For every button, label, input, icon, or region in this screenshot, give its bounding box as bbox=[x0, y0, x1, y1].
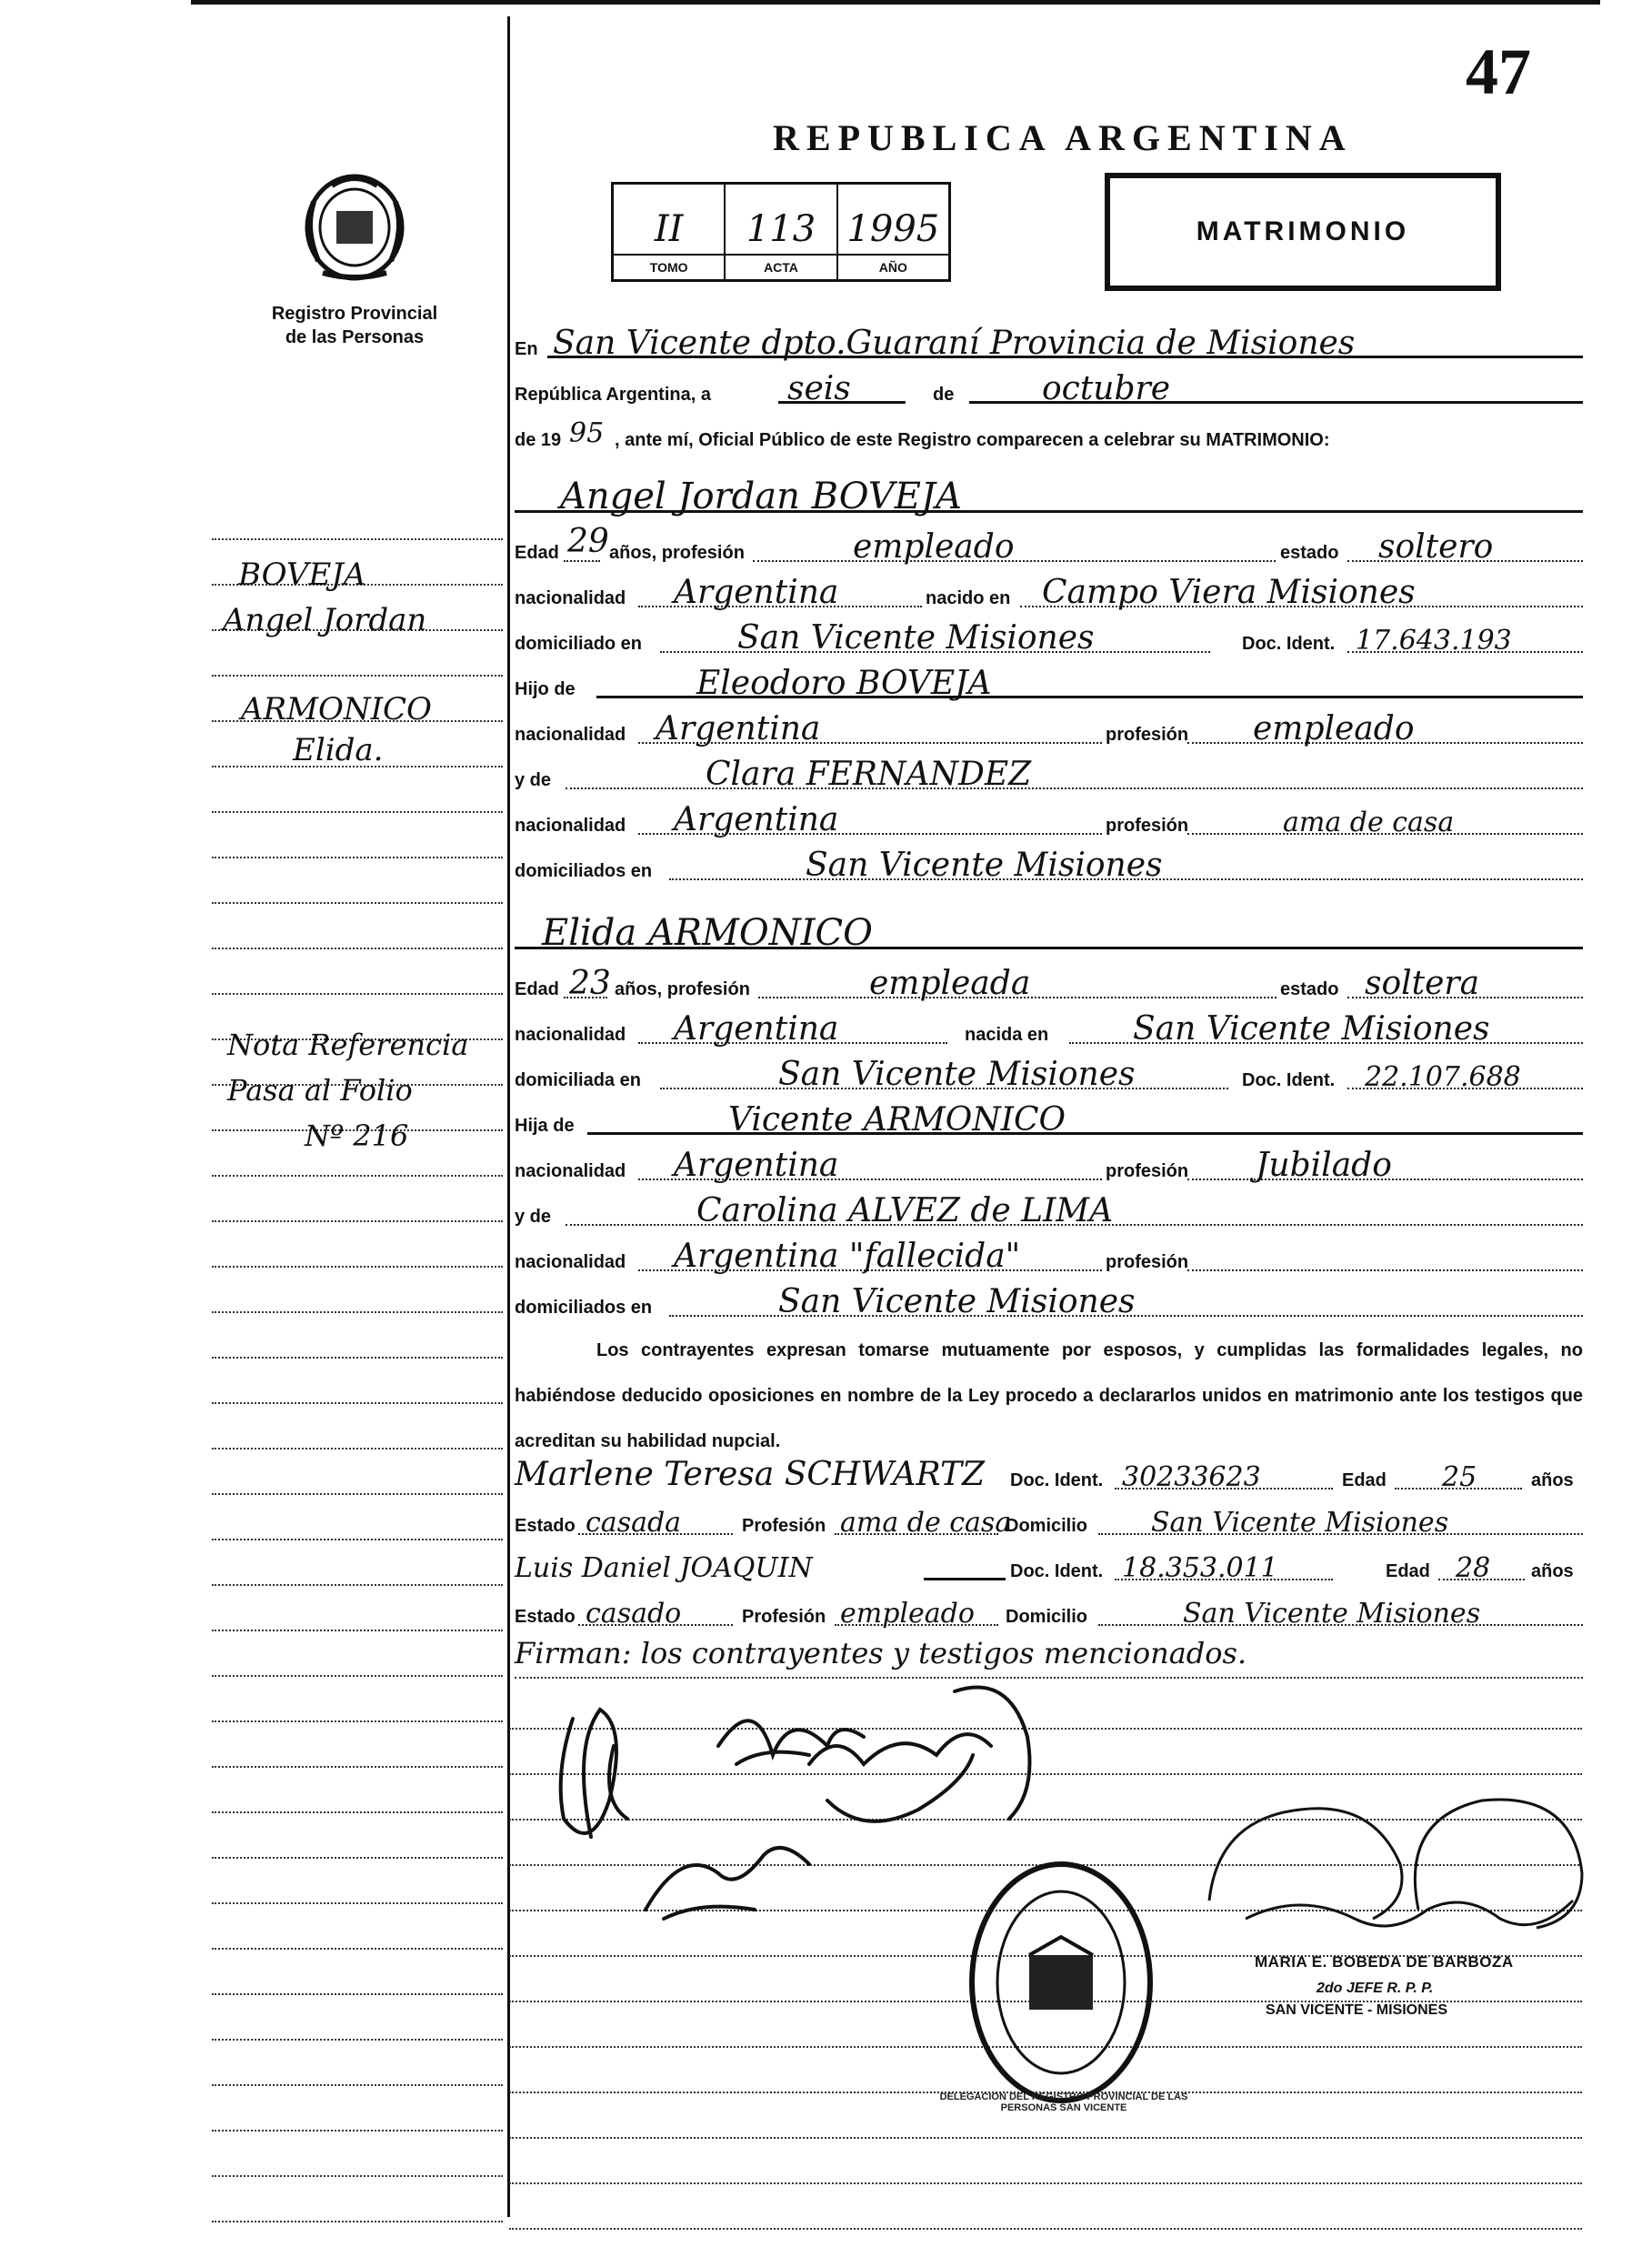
officer-signature-drawing bbox=[1191, 1782, 1591, 1955]
groom-profesion: empleado bbox=[853, 528, 1015, 566]
row-bride-name bbox=[515, 900, 1583, 955]
witness1-edad: 25 bbox=[1442, 1461, 1477, 1493]
ano-label: AÑO bbox=[878, 260, 907, 275]
witness1-estado-label: Estado bbox=[515, 1516, 576, 1536]
bride-estado-label: estado bbox=[1280, 979, 1339, 999]
day-value: seis bbox=[787, 370, 851, 407]
row-place bbox=[515, 316, 1583, 364]
groom-madre-prof-label: profesión bbox=[1106, 816, 1189, 836]
row-witness1-a bbox=[515, 1448, 1583, 1495]
witness1-edad-label: Edad bbox=[1342, 1470, 1387, 1490]
groom-padre-prof-label: profesión bbox=[1106, 725, 1189, 745]
row-year bbox=[515, 407, 1583, 455]
bride-padre-nacionalidad: Argentina bbox=[674, 1147, 839, 1184]
groom-y-de-label: y de bbox=[515, 770, 552, 790]
sig-line bbox=[509, 2228, 1582, 2230]
tomo-cell bbox=[614, 185, 726, 279]
witness2-edad: 28 bbox=[1456, 1552, 1491, 1584]
declaration: Los contrayentes expresan tomarse mutuamente por esposos, y cumplidas las formalidades legales, no habiéndose deducido oposiciones en nombre de la Ley procedo a declararlos unidos en matrimonio ante los testigos que acreditan su habilidad nupcial. bbox=[515, 1340, 1583, 1451]
misiones-coat-of-arms-icon bbox=[295, 166, 414, 284]
registry-seal-icon bbox=[966, 1855, 1156, 2110]
margin-note-line-2: Pasa al Folio bbox=[227, 1073, 413, 1108]
row-groom-domicilio bbox=[515, 611, 1583, 658]
witness1-name: Marlene Teresa SCHWARTZ bbox=[515, 1456, 986, 1493]
margin-line bbox=[212, 1993, 503, 1995]
margin-line bbox=[212, 1311, 503, 1313]
groom-madre-profesion: ama de casa bbox=[1283, 807, 1455, 838]
margin-line bbox=[212, 675, 503, 677]
witness2-name: Luis Daniel JOAQUIN bbox=[515, 1552, 813, 1584]
bride-madre-nacionalidad: Argentina "fallecida" bbox=[674, 1238, 1021, 1275]
hija-label: Hija de bbox=[515, 1116, 575, 1136]
witness2-edad-label: Edad bbox=[1386, 1561, 1430, 1581]
margin-line bbox=[212, 2130, 503, 2132]
acta-cell bbox=[726, 185, 837, 279]
groom-estado: soltero bbox=[1378, 528, 1494, 566]
witness1-anos-label: años bbox=[1531, 1470, 1574, 1490]
groom-nacionalidad-label: nacionalidad bbox=[515, 588, 626, 608]
bride-name: Elida ARMONICO bbox=[542, 912, 873, 954]
row-bride-madre-nac bbox=[515, 1229, 1583, 1277]
row-groom-padres-dom bbox=[515, 838, 1583, 886]
row-witness2-a bbox=[515, 1539, 1583, 1586]
margin-line bbox=[212, 1630, 503, 1631]
solid bbox=[924, 1578, 1006, 1580]
groom-doc-label: Doc. Ident. bbox=[1242, 634, 1336, 654]
tomo-label: TOMO bbox=[649, 260, 688, 275]
seal-text: DELEGACION DEL REGISTRO PROVINCIAL DE LAS PERSONAS SAN VICENTE bbox=[939, 2091, 1188, 2113]
margin-groom-given: Angel Jordan bbox=[223, 602, 427, 638]
bride-madre: Carolina ALVEZ de LIMA bbox=[696, 1192, 1114, 1229]
witness2-domicilio: San Vicente Misiones bbox=[1183, 1598, 1481, 1630]
margin-line bbox=[212, 1948, 503, 1950]
republica-label: República Argentina, a bbox=[515, 385, 711, 405]
groom-padres-dom-label: domiciliados en bbox=[515, 861, 653, 881]
year-prefix: de 19 bbox=[515, 430, 562, 450]
tomo-value: II bbox=[614, 185, 724, 256]
margin-line bbox=[212, 1402, 503, 1404]
sig-line bbox=[509, 2137, 1582, 2139]
record-type-box: MATRIMONIO bbox=[1105, 173, 1501, 291]
officer-location: SAN VICENTE - MISIONES bbox=[1266, 2002, 1448, 2018]
groom-nacido-en: Campo Viera Misiones bbox=[1042, 574, 1416, 611]
acta-value: 113 bbox=[726, 185, 836, 256]
margin-bride-surname: ARMONICO bbox=[241, 691, 432, 727]
margin-line bbox=[212, 993, 503, 995]
witness1-domicilio-label: Domicilio bbox=[1006, 1516, 1088, 1536]
bride-anos-profesion-label: años, profesión bbox=[615, 979, 750, 999]
bride-domicilio-label: domiciliada en bbox=[515, 1070, 641, 1090]
acta-label: ACTA bbox=[764, 260, 798, 275]
witness2-doc-label: Doc. Ident. bbox=[1010, 1561, 1104, 1581]
margin-line bbox=[212, 1720, 503, 1722]
registry-seal-text bbox=[927, 2091, 1200, 2113]
dots bbox=[564, 560, 600, 562]
margin-line bbox=[212, 811, 503, 813]
bride-padre: Vicente ARMONICO bbox=[728, 1101, 1066, 1139]
groom-madre: Clara FERNANDEZ bbox=[706, 756, 1032, 793]
bride-nacionalidad: Argentina bbox=[674, 1010, 839, 1048]
row-witness1-b bbox=[515, 1493, 1583, 1540]
ano-value: 1995 bbox=[838, 185, 948, 256]
intro-text: , ante mí, Oficial Público de este Registro comparecen a celebrar su MATRIMONIO: bbox=[615, 430, 1330, 450]
witness2-anos-label: años bbox=[1531, 1561, 1574, 1581]
row-groom-nacionalidad bbox=[515, 566, 1583, 613]
groom-madre-nac-label: nacionalidad bbox=[515, 816, 626, 836]
row-bride-domicilio bbox=[515, 1048, 1583, 1095]
groom-name: Angel Jordan BOVEJA bbox=[560, 476, 962, 517]
bride-domicilio: San Vicente Misiones bbox=[778, 1056, 1136, 1093]
bride-edad-label: Edad bbox=[515, 979, 559, 999]
bride-profesion: empleada bbox=[869, 965, 1031, 1002]
page-number: 47 bbox=[1466, 35, 1531, 108]
witness2-doc: 18.353.011 bbox=[1122, 1552, 1278, 1584]
bride-y-de-label: y de bbox=[515, 1207, 552, 1227]
row-witness2-b bbox=[515, 1584, 1583, 1631]
bride-padres-dom-label: domiciliados en bbox=[515, 1298, 653, 1318]
row-bride-edad bbox=[515, 957, 1583, 1004]
groom-padres-domicilio: San Vicente Misiones bbox=[806, 847, 1163, 884]
witness1-doc: 30233623 bbox=[1122, 1461, 1261, 1493]
de-label: de bbox=[933, 385, 955, 405]
margin-line bbox=[212, 1584, 503, 1586]
groom-edad-label: Edad bbox=[515, 543, 559, 563]
row-groom-padre-nac bbox=[515, 702, 1583, 749]
declaration-text bbox=[515, 1328, 1583, 1464]
margin-groom-surname: BOVEJA bbox=[238, 557, 366, 593]
groom-nacido-label: nacido en bbox=[926, 588, 1011, 608]
groom-padre-nac-label: nacionalidad bbox=[515, 725, 626, 745]
groom-anos-profesion-label: años, profesión bbox=[609, 543, 745, 563]
registry-line-2: de las Personas bbox=[285, 327, 425, 347]
groom-domicilio: San Vicente Misiones bbox=[737, 619, 1095, 657]
row-date bbox=[515, 362, 1583, 409]
margin-line bbox=[212, 902, 503, 904]
dots bbox=[1187, 1269, 1583, 1271]
closing: Firman: los contrayentes y testigos mencionados. bbox=[515, 1636, 1247, 1670]
witness1-doc-label: Doc. Ident. bbox=[1010, 1470, 1104, 1490]
margin-line bbox=[212, 538, 503, 540]
bride-madre-nac-label: nacionalidad bbox=[515, 1252, 626, 1272]
margin-line bbox=[212, 857, 503, 858]
margin-line bbox=[212, 1266, 503, 1268]
groom-padre-profesion: empleado bbox=[1253, 710, 1415, 747]
groom-padre-nacionalidad: Argentina bbox=[656, 710, 821, 747]
bride-padre-prof-label: profesión bbox=[1106, 1161, 1189, 1181]
place-value: San Vicente dpto.Guaraní Provincia de Misiones bbox=[553, 325, 1356, 362]
margin-note-line-3: Nº 216 bbox=[305, 1118, 409, 1153]
margin-line bbox=[212, 2221, 503, 2222]
margin-line bbox=[212, 2039, 503, 2041]
groom-doc: 17.643.193 bbox=[1356, 625, 1512, 657]
bride-nacida-en: San Vicente Misiones bbox=[1133, 1010, 1490, 1048]
row-groom-name bbox=[515, 464, 1583, 518]
year-suffix: 95 bbox=[569, 417, 605, 449]
margin-note-line-1: Nota Referencia bbox=[227, 1028, 469, 1062]
bride-madre-prof-label: profesión bbox=[1106, 1252, 1189, 1272]
registry-line-1: Registro Provincial bbox=[271, 304, 438, 324]
margin-line bbox=[212, 1675, 503, 1677]
center-divider bbox=[507, 16, 510, 2217]
witness2-profesion-label: Profesión bbox=[742, 1607, 826, 1627]
registry-name bbox=[218, 302, 491, 349]
groom-edad: 29 bbox=[567, 523, 609, 560]
margin-line bbox=[212, 1220, 503, 1222]
top-border bbox=[191, 0, 1600, 5]
margin-line bbox=[212, 1175, 503, 1177]
bride-padres-domicilio: San Vicente Misiones bbox=[778, 1283, 1136, 1320]
margin-line bbox=[212, 2084, 503, 2086]
margin-line bbox=[212, 1539, 503, 1540]
row-bride-padres-dom bbox=[515, 1275, 1583, 1322]
bride-doc-label: Doc. Ident. bbox=[1242, 1070, 1336, 1090]
row-groom-madre bbox=[515, 747, 1583, 795]
dots bbox=[753, 560, 1276, 562]
row-groom-edad bbox=[515, 520, 1583, 567]
witness2-estado-label: Estado bbox=[515, 1607, 576, 1627]
margin-line bbox=[212, 1766, 503, 1768]
margin-line bbox=[212, 1357, 503, 1359]
witness2-profesion: empleado bbox=[840, 1598, 975, 1630]
witness1-estado: casada bbox=[586, 1507, 682, 1539]
hijo-label: Hijo de bbox=[515, 679, 576, 699]
margin-line bbox=[212, 1811, 503, 1813]
groom-domicilio-label: domiciliado en bbox=[515, 634, 643, 654]
witness2-estado: casado bbox=[586, 1598, 682, 1630]
margin-line bbox=[212, 1493, 503, 1495]
witness1-profesion-label: Profesión bbox=[742, 1516, 826, 1536]
groom-padre: Eleodoro BOVEJA bbox=[696, 665, 992, 702]
margin-bride-given: Elida. bbox=[293, 732, 384, 768]
officer-role: 2do JEFE R. P. P. bbox=[1317, 1981, 1434, 1996]
witness1-profesion: ama de casa bbox=[840, 1507, 1012, 1539]
bride-estado: soltera bbox=[1365, 965, 1480, 1002]
row-bride-nacionalidad bbox=[515, 1002, 1583, 1049]
en-label: En bbox=[515, 339, 538, 359]
witness2-domicilio-label: Domicilio bbox=[1006, 1607, 1088, 1627]
row-bride-madre bbox=[515, 1184, 1583, 1231]
margin-line bbox=[212, 2175, 503, 2177]
groom-madre-nacionalidad: Argentina bbox=[674, 801, 839, 838]
month-value: octubre bbox=[1042, 370, 1171, 407]
bride-nacionalidad-label: nacionalidad bbox=[515, 1025, 626, 1045]
margin-line bbox=[212, 1857, 503, 1859]
document-title: REPUBLICA ARGENTINA bbox=[773, 117, 1353, 158]
row-bride-padre-nac bbox=[515, 1139, 1583, 1186]
margin-line bbox=[212, 948, 503, 949]
bride-padre-nac-label: nacionalidad bbox=[515, 1161, 626, 1181]
groom-nacionalidad: Argentina bbox=[674, 574, 839, 611]
groom-estado-label: estado bbox=[1280, 543, 1339, 563]
bride-nacida-label: nacida en bbox=[965, 1025, 1049, 1045]
bride-doc: 22.107.688 bbox=[1365, 1061, 1521, 1093]
sig-line bbox=[509, 2182, 1582, 2184]
witness1-domicilio: San Vicente Misiones bbox=[1151, 1507, 1449, 1539]
ano-cell bbox=[838, 185, 948, 279]
bride-padre-profesion: Jubilado bbox=[1256, 1147, 1392, 1184]
officer-name: MARIA E. BOBEDA DE BARBOZA bbox=[1255, 1953, 1514, 1971]
margin-line bbox=[212, 1902, 503, 1904]
row-groom-madre-nac bbox=[515, 793, 1583, 840]
acta-box bbox=[611, 182, 951, 282]
margin-line bbox=[212, 1448, 503, 1449]
row-bride-hija bbox=[515, 1093, 1583, 1140]
row-groom-hijo bbox=[515, 657, 1583, 704]
bride-edad: 23 bbox=[569, 965, 611, 1002]
